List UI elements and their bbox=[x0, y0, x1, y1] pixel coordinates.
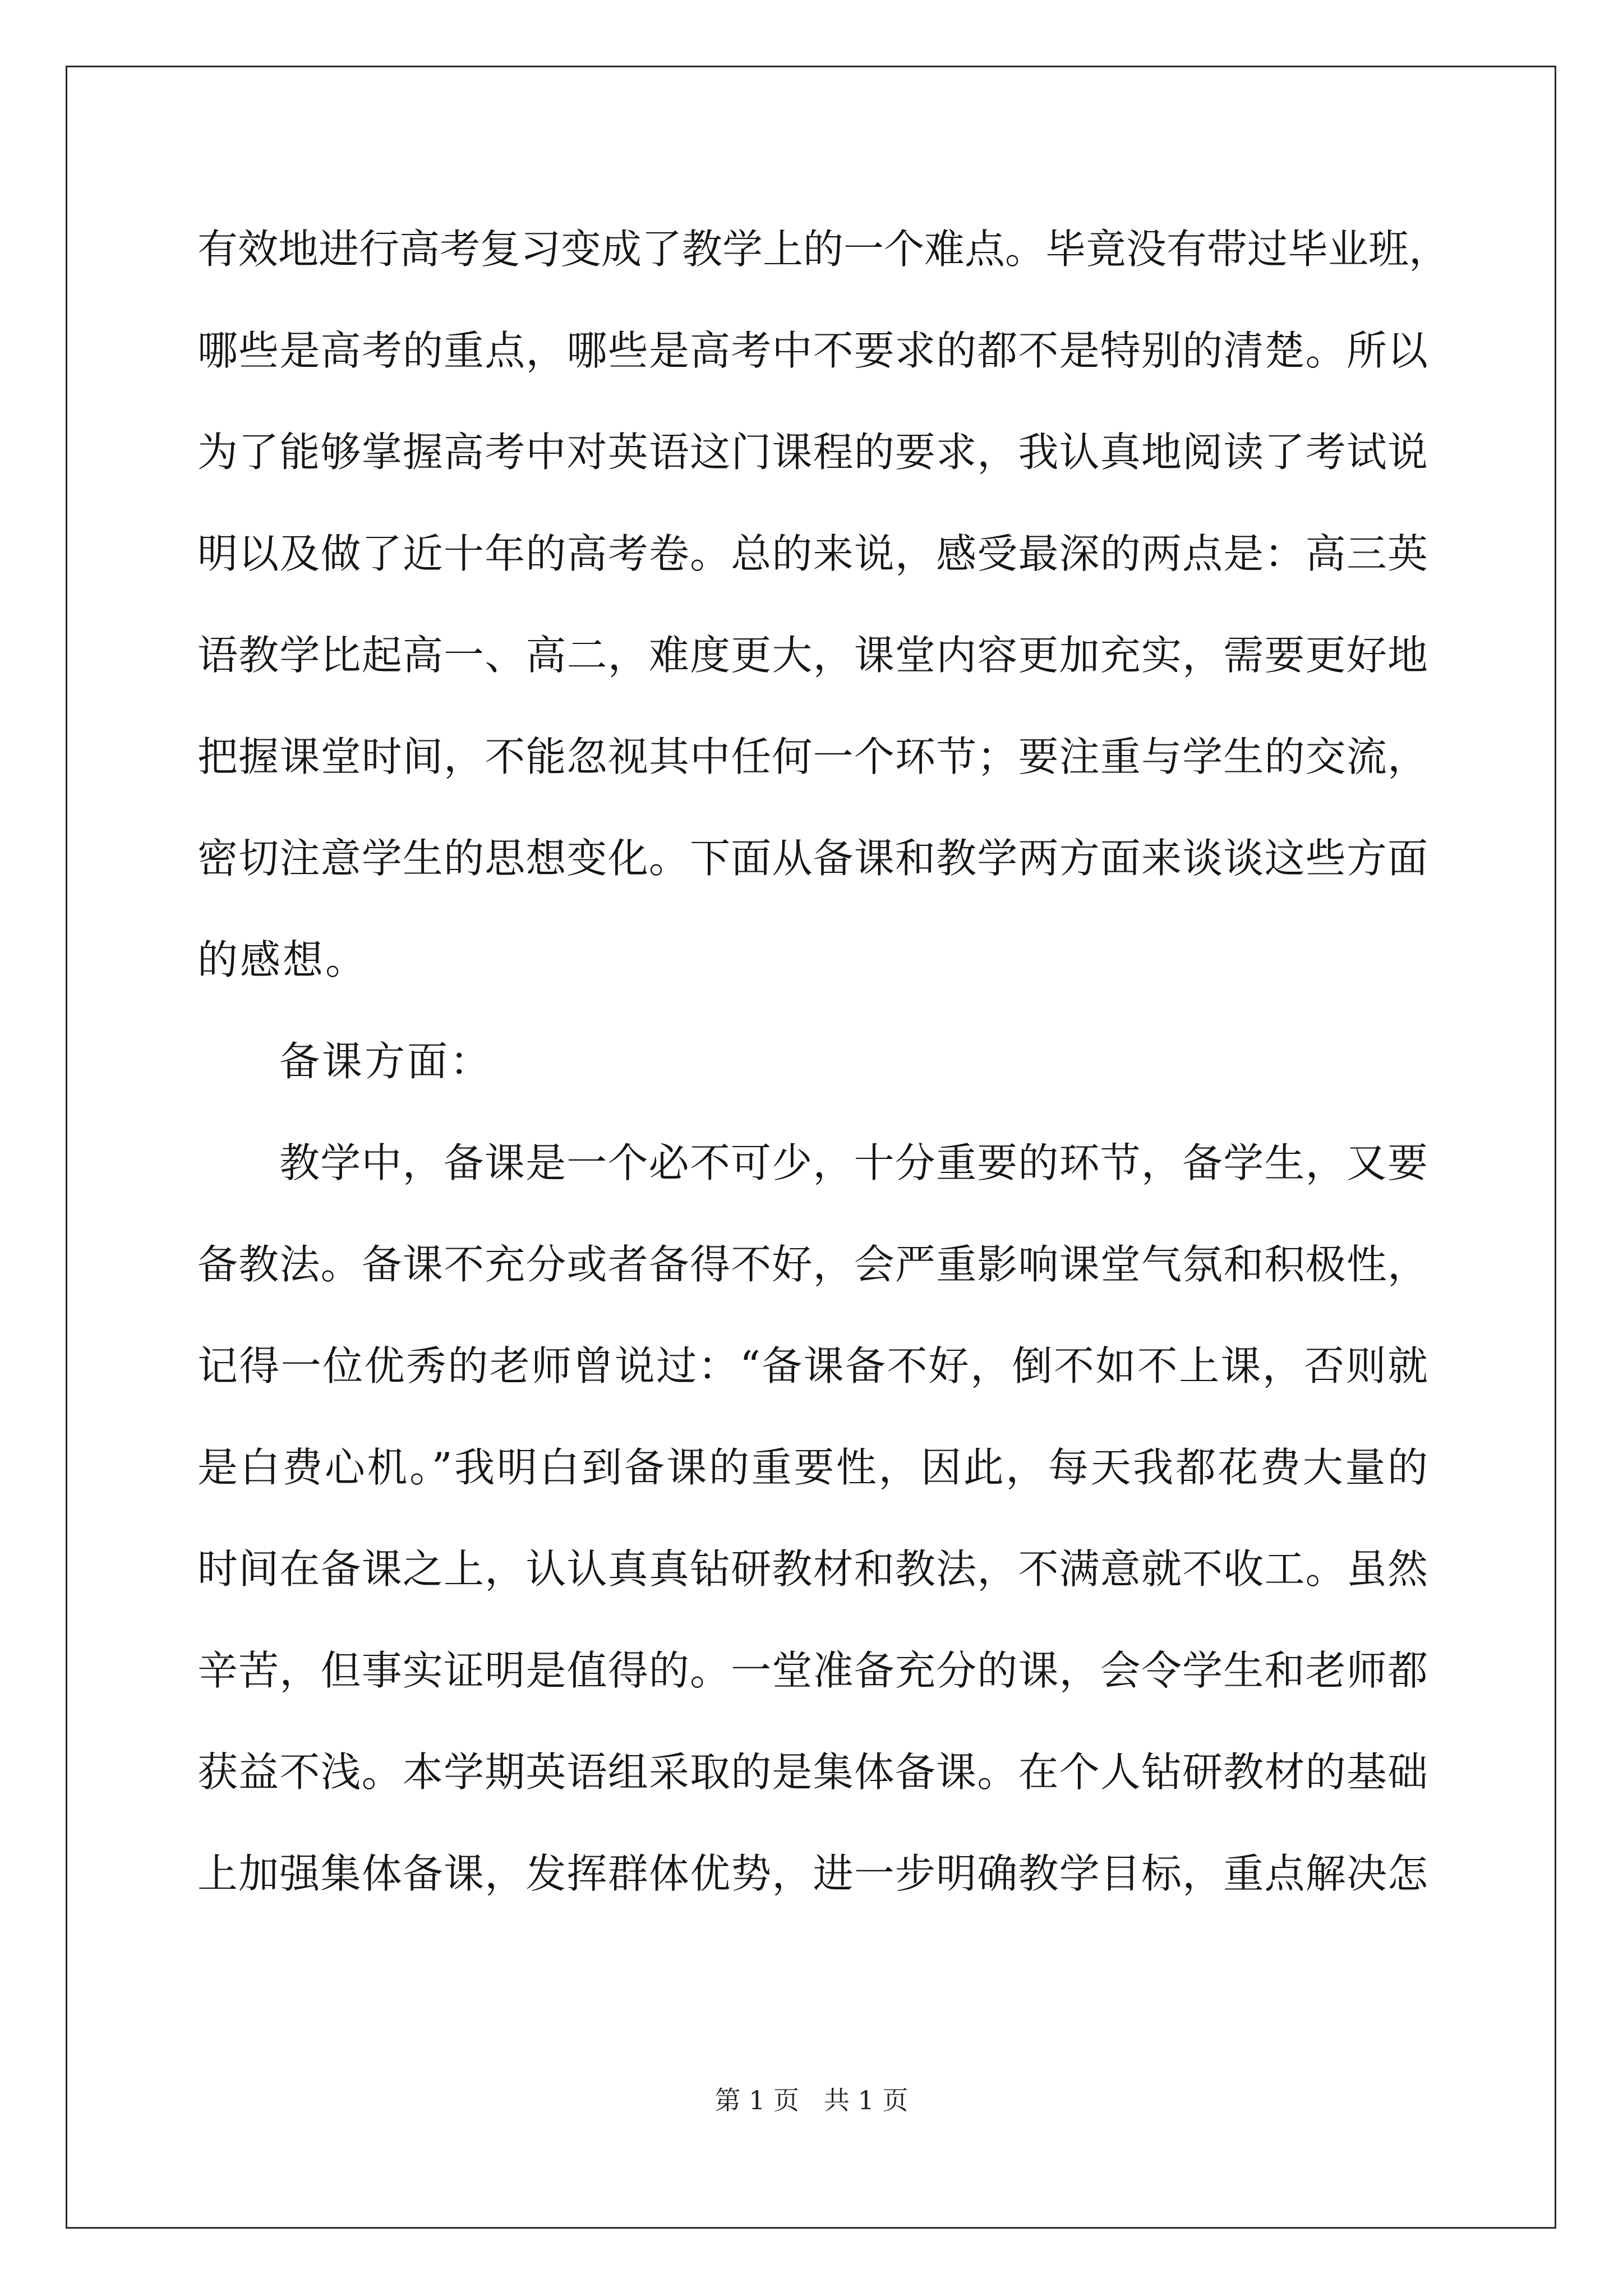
text-line: 辛苦，但事实证明是值得的。一堂准备充分的课，会令学生和老师都 bbox=[197, 1647, 1428, 1694]
text-line: 明以及做了近十年的高考卷。总的来说，感受最深的两点是：高三英 bbox=[197, 530, 1428, 577]
page-total: 共 1 页 bbox=[824, 2085, 909, 2115]
text-line: 备教法。备课不充分或者备得不好，会严重影响课堂气氛和积极性， bbox=[197, 1241, 1428, 1288]
text-line: 上加强集体备课，发挥群体优势，进一步明确教学目标，重点解决怎 bbox=[197, 1850, 1428, 1897]
text-line: 哪些是高考的重点，哪些是高考中不要求的都不是特别的清楚。所以 bbox=[197, 327, 1428, 374]
text-line: 时间在备课之上，认认真真钻研教材和教法，不满意就不收工。虽然 bbox=[197, 1545, 1428, 1593]
page-footer bbox=[0, 2083, 1623, 2117]
page-number: 第 1 页 bbox=[714, 2085, 799, 2115]
text-line: 把握课堂时间，不能忽视其中任何一个环节；要注重与学生的交流， bbox=[197, 733, 1428, 780]
text-line: 的感想。 bbox=[197, 936, 368, 983]
section-heading: 备课方面： bbox=[279, 1038, 493, 1085]
text-line: 密切注意学生的思想变化。下面从备课和教学两方面来谈谈这些方面 bbox=[197, 835, 1428, 882]
text-line: 记得一位优秀的老师曾说过：“备课备不好，倒不如不上课，否则就 bbox=[197, 1342, 1428, 1389]
text-line: 获益不浅。本学期英语组采取的是集体备课。在个人钻研教材的基础 bbox=[197, 1749, 1428, 1796]
text-line: 有效地进行高考复习变成了教学上的一个难点。毕竟没有带过毕业班， bbox=[197, 226, 1450, 273]
text-line: 是白费心机。”我明白到备课的重要性，因此，每天我都花费大量的 bbox=[197, 1444, 1428, 1491]
text-line: 语教学比起高一、高二，难度更大，课堂内容更加充实，需要更好地 bbox=[197, 632, 1428, 679]
text-line: 教学中，备课是一个必不可少，十分重要的环节，备学生，又要 bbox=[279, 1139, 1428, 1186]
text-line: 为了能够掌握高考中对英语这门课程的要求，我认真地阅读了考试说 bbox=[197, 429, 1428, 476]
